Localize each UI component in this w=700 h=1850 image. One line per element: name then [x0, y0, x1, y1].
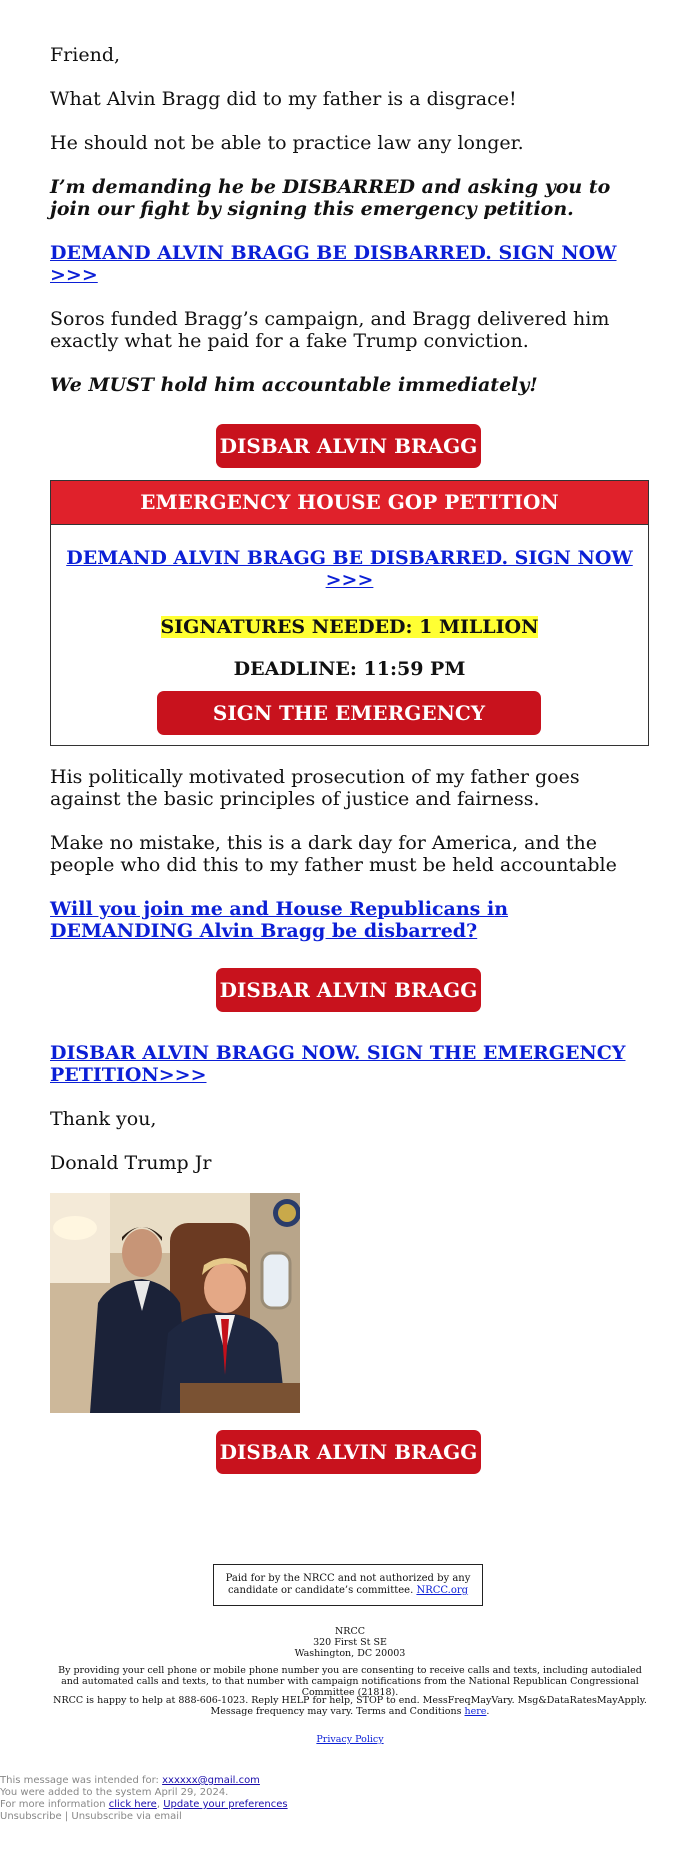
paragraph-7: Make no mistake, this is a dark day for America, and the people who did this to my father must be held accountable: [50, 832, 617, 876]
nrcc-link[interactable]: NRCC.org: [416, 1585, 469, 1596]
privacy-policy-row: [48, 1734, 652, 1745]
petition-sign-link[interactable]: DEMAND ALVIN BRAGG BE DISBARRED. SIGN NOW >>>: [66, 547, 633, 591]
sign-petition-link[interactable]: DISBAR ALVIN BRAGG NOW. SIGN THE EMERGENCY PETITION>>>: [50, 1042, 626, 1086]
paragraph-2: He should not be able to practice law any longer.: [50, 132, 524, 154]
sign-now-link-1[interactable]: DEMAND ALVIN BRAGG BE DISBARRED. SIGN NOW >>>: [50, 242, 617, 286]
paragraph-6: His politically motivated prosecution of my father goes against the basic principles of justice and fairness.: [50, 766, 580, 810]
paid-for-disclaimer: [213, 1564, 483, 1606]
unsubscribe-line: Unsubscribe | Unsubscribe via email: [0, 1811, 182, 1822]
disbar-button-1[interactable]: DISBAR ALVIN BRAGG: [216, 424, 481, 468]
click-here-link[interactable]: click here: [108, 1799, 157, 1810]
deadline-label: DEADLINE: 11:59 PM: [233, 658, 466, 680]
paragraph-4: Soros funded Bragg’s campaign, and Bragg delivered him exactly what he paid for a fake Trump conviction.: [50, 308, 610, 352]
signatures-needed: [51, 615, 648, 639]
photo-image: [50, 1193, 300, 1413]
help-text-body: NRCC is happy to help at 888-606-1023. Reply HELP for help, STOP to end. MessFreqMayVary. Msg&DataRatesMayApply. Message frequency may vary. Terms and Conditions: [53, 1695, 647, 1717]
consent-text: By providing your cell phone or mobile phone number you are consenting to receive calls and texts, including autodialed and automated calls and texts, to that number with campaign notifications from the National Republican Congressional Committee (21818).: [58, 1665, 642, 1698]
terms-link[interactable]: here: [464, 1706, 487, 1717]
photo-svg: [50, 1193, 300, 1413]
privacy-policy-link[interactable]: Privacy Policy: [316, 1734, 384, 1745]
signature: Donald Trump Jr: [50, 1152, 212, 1174]
paragraph-1: What Alvin Bragg did to my father is a disgrace!: [50, 88, 517, 110]
intended-prefix: This message was intended for:: [0, 1775, 163, 1786]
unsubscribe-link[interactable]: Unsubscribe: [0, 1811, 62, 1822]
disbar-button-2[interactable]: DISBAR ALVIN BRAGG: [216, 968, 481, 1012]
disbar-button-3[interactable]: DISBAR ALVIN BRAGG: [216, 1430, 481, 1474]
greeting: Friend,: [50, 44, 121, 66]
intended-for-line: [0, 1775, 260, 1787]
address-line-2: Washington, DC 20003: [294, 1648, 406, 1659]
thank-you: Thank you,: [50, 1108, 157, 1130]
more-info-prefix: For more information: [0, 1799, 109, 1810]
disclaimer-text: Paid for by the NRCC and not authorized by any candidate or candidate’s committee.: [225, 1573, 471, 1596]
paragraph-5: We MUST hold him accountable immediately!: [50, 374, 538, 396]
paragraph-3: I’m demanding he be DISBARRED and asking you to join our fight by signing this emergency petition.: [50, 176, 611, 220]
update-preferences-link[interactable]: Update your preferences: [163, 1799, 288, 1810]
recipient-email-link[interactable]: xxxxxx@gmail.com: [162, 1775, 260, 1786]
address-line-1: 320 First St SE: [313, 1637, 387, 1648]
more-info-line: For more information click here, Update your preferences: [0, 1799, 288, 1810]
join-link[interactable]: Will you join me and House Republicans in DEMANDING Alvin Bragg be disbarred?: [50, 898, 509, 942]
petition-box: [50, 480, 649, 769]
sign-petition-button[interactable]: SIGN THE EMERGENCY PETITION: [157, 691, 541, 735]
unsubscribe-email-link[interactable]: Unsubscribe via email: [71, 1811, 182, 1822]
added-line: You were added to the system April 29, 2024.: [0, 1787, 229, 1798]
org-name: NRCC: [334, 1626, 365, 1637]
petition-header: EMERGENCY HOUSE GOP PETITION: [51, 481, 648, 525]
signatures-needed-label: SIGNATURES NEEDED: 1 MILLION: [160, 616, 539, 638]
help-text: NRCC is happy to help at 888-606-1023. Reply HELP for help, STOP to end. MessFreqMayVary. Msg&DataRatesMayApply. Message frequency may vary. Terms and Conditions here.: [53, 1695, 647, 1717]
